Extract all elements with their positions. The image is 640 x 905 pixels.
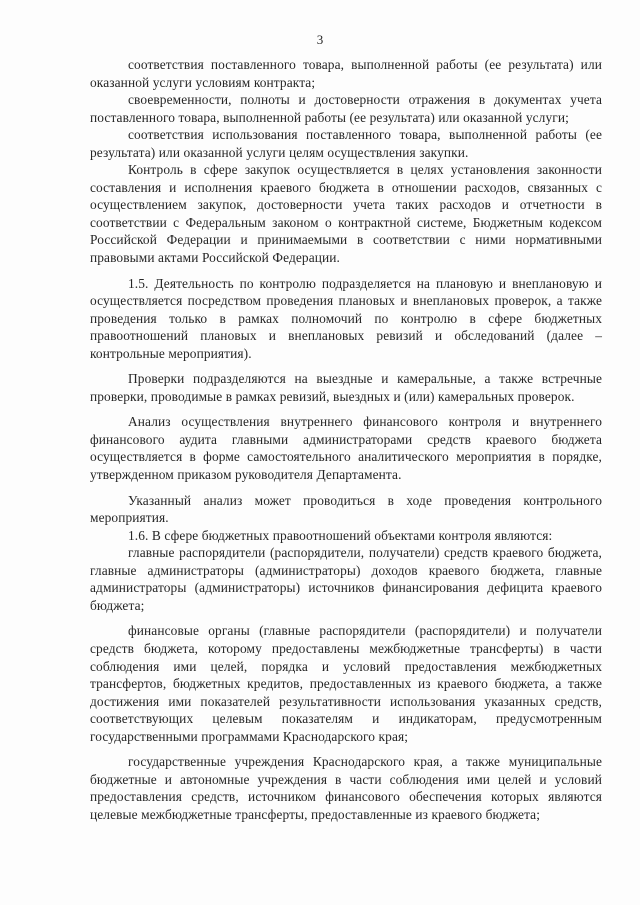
- paragraph-item: Указанный анализ может проводиться в ходе проведения контрольного мероприятия.: [90, 492, 602, 526]
- paragraph-item: 1.5. Деятельность по контролю подразделяется на плановую и внеплановую и осуществляется посредством проведения плановых и внеплановых проверок, а также проведения только в рамках полномочий по контролю в сфере бюджетных правоотношений плановых и внеплановых ревизий и обследований (далее – контрольные мероприятия).: [90, 275, 602, 361]
- paragraph-item: своевременности, полноты и достоверности отражения в документах учета поставленного товара, выполненной работы (ее результата) или оказанной услуги;: [90, 92, 602, 125]
- paragraph-item: Контроль в сфере закупок осуществляется в целях установления законности составления и исполнения краевого бюджета в отношении расходов, связанных с осуществлением закупок, достоверности учета таких расходов и отчетности в соответствии с Федеральным законом о контрактной системе, Бюджетным кодексом Российской Федерации и принимаемыми в соответствии с ними нормативными правовыми актами Российской Федерации.: [90, 162, 602, 266]
- paragraph-item: соответствия использования поставленного товара, выполненной работы (ее результата) или оказанной услуги целям осуществления закупки.: [90, 127, 602, 160]
- paragraph-item: финансовые органы (главные распорядители (распорядители) и получатели средств бюджета, которому предоставлены межбюджетные трансферты) в части соблюдения ими целей, порядка и условий предоставления межбюджетных трансфертов, бюджетных кредитов, предоставленных из краевого бюджета, а также достижения ими показателей результативности использования указанных средств, соответствующих целевым показателям и индикаторам, предусмотренным государственными программами Краснодарского края;: [90, 623, 602, 744]
- document-body: [90, 56, 602, 823]
- page-number: 3: [316, 32, 324, 47]
- paragraph-item: 1.6. В сфере бюджетных правоотношений объектами контроля являются:: [128, 527, 553, 543]
- paragraph-item: государственные учреждения Краснодарского края, а также муниципальные бюджетные и автономные учреждения в части соблюдения ими целей и условий предоставления средств, источником финансового обеспечения которых являются целевые межбюджетные трансферты, предоставленные из краевого бюджета;: [90, 754, 602, 822]
- paragraph-item: Анализ осуществления внутреннего финансового контроля и внутреннего финансового аудита главными администраторами средств краевого бюджета осуществляется в форме самостоятельного аналитического мероприятия в порядке, утвержденном приказом руководителя Департамента.: [90, 414, 602, 483]
- paragraph-item: соответствия поставленного товара, выполненной работы (ее результата) или оказанной услуги условиям контракта;: [90, 57, 602, 90]
- paragraph-item: главные распорядители (распорядители, получатели) средств краевого бюджета, главные администраторы (администраторы) доходов краевого бюджета, главные администраторы (администраторы) источников финансирования дефицита краевого бюджета;: [90, 545, 602, 613]
- paragraph-item: Проверки подразделяются на выездные и камеральные, а также встречные проверки, проводимые в рамках ревизий, выездных и (или) камеральных проверок.: [90, 371, 602, 404]
